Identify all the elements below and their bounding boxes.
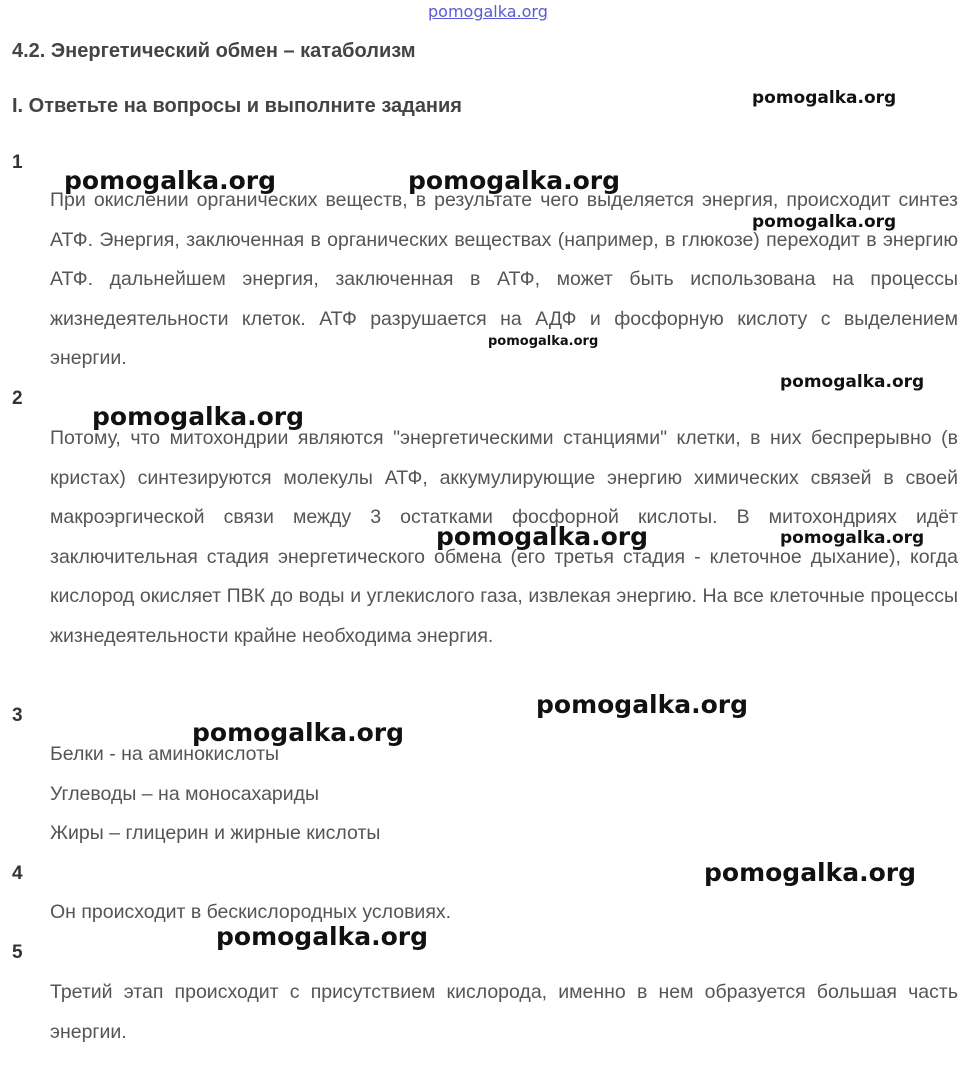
watermark: pomogalka.org xyxy=(780,372,925,392)
answer-text-1: При окислении органических веществ, в результате чего выделяется энергия, происходит синтез АТФ. Энергия, заключенная в органических веществах (например, в глюкозе) переходит в энергию АТФ. дальнейшем энергия, заключенная в АТФ, может быть использована на процессы жизнедеятельности клеток. АТФ разрушается на АДФ и фосфорную кислоту с выделением энергии. xyxy=(50,189,958,369)
watermark: pomogalka.org xyxy=(752,212,897,232)
answer-line: Белки - на аминокислоты xyxy=(50,743,280,765)
answer-list-3 xyxy=(50,735,958,854)
watermark: pomogalka.org xyxy=(436,522,649,551)
answer-line: Жиры – глицерин и жирные кислоты xyxy=(50,822,381,844)
watermark: pomogalka.org xyxy=(92,402,305,431)
answer-number-5: 5 xyxy=(12,942,23,963)
watermark: pomogalka.org xyxy=(192,718,405,747)
watermark: pomogalka.org xyxy=(536,690,749,719)
watermark: pomogalka.org xyxy=(488,334,599,349)
watermark: pomogalka.org xyxy=(408,166,621,195)
watermark: pomogalka.org xyxy=(216,922,429,951)
watermark: pomogalka.org xyxy=(752,88,897,108)
watermark: pomogalka.org xyxy=(704,858,917,887)
watermark: pomogalka.org xyxy=(64,166,277,195)
watermark: pomogalka.org xyxy=(780,528,925,548)
answer-number-4: 4 xyxy=(12,863,23,884)
answer-text-5: Третий этап происходит с присутствием кислорода, именно в нем образуется большая часть энергии. xyxy=(50,981,958,1043)
answer-number-2: 2 xyxy=(12,388,23,409)
answer-text-2: Потому, что митохондрии являются "энергетическими станциями" клетки, в них беспрерывно (в кристах) синтезируются молекулы АТФ, аккумулирующие энергию химических связей в своей макроэргической связи между 3 остатками фосфорной кислоты. В митохондриях идёт заключительная стадия энергетического обмена (его третья стадия - клеточное дыхание), когда кислород окисляет ПВК до воды и углекислого газа, извлекая энергию. На все клеточные процессы жизнедеятельности крайне необходима энергия. xyxy=(50,427,958,647)
header-link[interactable]: pomogalka.org xyxy=(428,2,548,21)
answer-number-1: 1 xyxy=(12,152,23,173)
answer-number-3: 3 xyxy=(12,705,23,726)
part-title: I. Ответьте на вопросы и выполните задания xyxy=(12,95,462,117)
answer-text-4: Он происходит в бескислородных условиях. xyxy=(50,901,452,923)
answer-line: Углеводы – на моносахариды xyxy=(50,782,320,805)
section-title: 4.2. Энергетический обмен – катаболизм xyxy=(12,40,416,62)
